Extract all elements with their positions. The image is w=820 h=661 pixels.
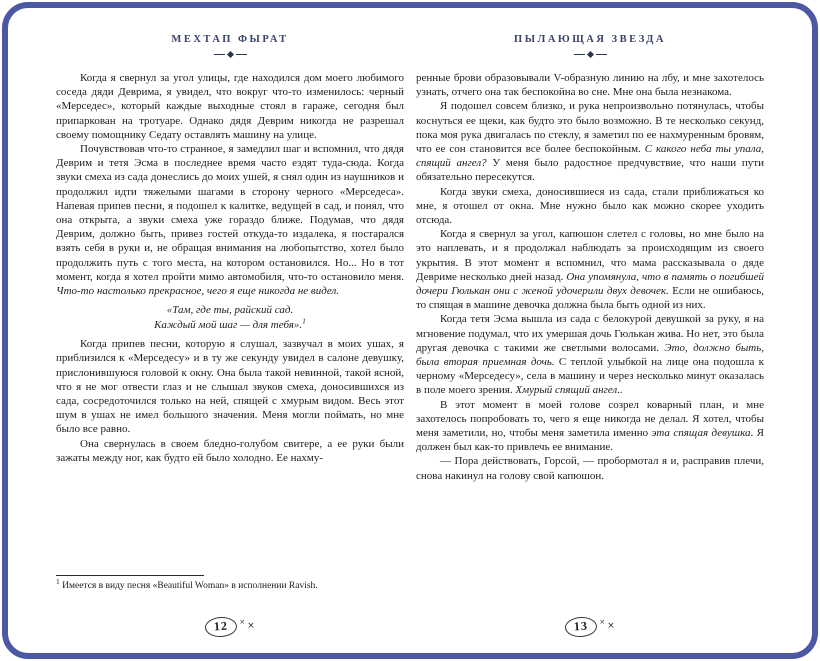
right-page-number <box>416 617 764 637</box>
verse-quote: «Там, где ты, райский сад. Каждый мой шаг — для тебя».$^1$ <box>154 304 306 331</box>
page-number-value: 13 <box>565 616 598 638</box>
paragraph: Я подошел совсем близко, и рука непроизвольно потянулась, чтобы коснуться ее щеки, как будто это было возможно. В те несколько секунд, пока моя рука двигалась по стеклу, я заметил по ее нахмуренным бровям, что ее сон становится все более беспокойным. С какого неба ты упала, спящий ангел? У меня было радостное предчувствие, что наши пути обязательно пересекутся. <box>416 100 764 184</box>
x-ornament-icon: × <box>247 621 255 631</box>
right-page <box>416 34 764 646</box>
diamond-icon <box>226 51 233 58</box>
ornament-line-left <box>574 54 585 55</box>
running-head-author: МЕХТАП ФЫРАТ <box>171 34 289 45</box>
paragraph: Когда звуки смеха, доносившиеся из сада, стали приближаться ко мне, я отошел от окна. Мне нужно было как можно скорее уходить отсюда. <box>416 185 764 227</box>
x-ornament-icon: × <box>239 618 246 626</box>
running-head-title: ПЫЛАЮЩАЯ ЗВЕЗДА <box>514 34 666 45</box>
diamond-icon <box>586 51 593 58</box>
page-number-value: 12 <box>205 616 238 638</box>
paragraph: Когда припев песни, которую я слушал, зазвучал в моих ушах, я приблизился к «Мерседесу» и в ту же секунду увидел в салоне девушку, прислонившуюся головой к окну. Она была такой невинной, такой ясной, что я не мог отвести глаз и не слышал звуков смеха, доносившихся из сада, сосредоточился только на ней, спящей с хмурым видом. Весь этот шум в ушах не имел большого значения. Меня могли поймать, но мне было все равно. <box>56 338 404 436</box>
footnote <box>56 576 404 592</box>
x-ornament-icon: × <box>607 621 615 631</box>
paragraph: Почувствовав что-то странное, я замедлил шаг и вспомнил, что дядя Деврим и тетя Эсма в последнее время часто ездят туда-сюда. Когда звуки смеха из сада донеслись до моих ушей, я снял один из наушников и продолжил идти тяжелыми шагами в сторону черного «Мерседеса». Напевая припев песни, я подошел к калитке, ведущей в сад, и понял, что она открыта, а звуки смеха уже гораздо ближе. Подумав, что дядя Деврим, должно быть, привез гостей откуда-то издалека, я постарался взять себя в руки и, не обращая внимания на любопытство, хотел было продолжить путь с того места, на котором остановился. Но... Но в тот момент, когда я хотел пройти мимо автомобиля, что-то остановило меня. Что-то настолько прекрасное, чего я еще никогда не видел. <box>56 143 404 298</box>
ornament-line-left <box>214 54 225 55</box>
left-page <box>56 34 404 646</box>
footnote-area <box>56 575 404 592</box>
x-ornament-icon: × <box>599 618 606 626</box>
paragraph: Когда я свернул за угол, капюшон слетел с головы, но мне было на это наплевать, и я продолжал наблюдать за происходящим из своего укрытия. В этот момент я вспомнил, что мама рассказывала о дяде Девриме несколько дней назад. Она упомянула, что в память о погибшей дочери Гюлькан они с женой удочерили двух девочек. Если не ошибаюсь, то спящая в машине девочка должна была быть одной из них. <box>416 228 764 312</box>
continued-paragraph: ренные брови образовывали V-образную линию на лбу, и мне захотелось узнать, отчего она так беспокойна во сне. Мне она была незнакома. <box>416 72 764 99</box>
header-ornament <box>56 50 404 59</box>
left-page-body <box>56 71 404 565</box>
paragraph: Когда тетя Эсма вышла из сада с белокурой девушкой за руку, я на мгновение подумал, что их умершая дочь Гюлькан жива. Но нет, это была другая девочка с такими же светлыми волосами. Это, должно быть, была вторая приемная дочь. С теплой улыбкой на лице она подошла к черному «Мерседесу», села в машину и через несколько минут оказалась в поле моего зрения. Хмурый спящий ангел.. <box>416 313 764 397</box>
footnote-text: Имеется в виду песня «Beautiful Woman» в исполнении Ravish. <box>59 581 318 591</box>
paragraph: — Пора действовать, Горсой, — пробормотал я и, расправив плечи, снова накинул на голову свой капюшон. <box>416 455 764 482</box>
paragraph: В этот момент в моей голове созрел коварный план, и мне захотелось попробовать то, чего я еще никогда не делал. Я хотел, чтобы меня заметили, но, чтобы меня заметила именно эта спящая девушка. Я должен был как-то привлечь ее внимание. <box>416 398 764 454</box>
paragraph: Она свернулась в своем бледно-голубом свитере, а ее руки были зажаты между ног, как будто ей было холодно. Ее нахму- <box>56 437 404 464</box>
ornament-line-right <box>236 54 247 55</box>
ornament-line-right <box>596 54 607 55</box>
footnote-divider <box>56 575 204 576</box>
footnote-marker: 1 <box>56 576 60 586</box>
paragraph: Когда я свернул за угол улицы, где находился дом моего любимого соседа дяди Деврима, я увидел, что вокруг что-то изменилось: черный «Мерседес», который каждые выходные стоял в гараже, сегодня был припаркован на тротуаре. Однако дядя Деврим никогда не разрешал своему помощнику Седату оставлять машину на улице. <box>56 72 404 141</box>
right-page-body <box>416 71 764 611</box>
header-ornament <box>416 50 764 59</box>
left-page-number <box>56 617 404 637</box>
